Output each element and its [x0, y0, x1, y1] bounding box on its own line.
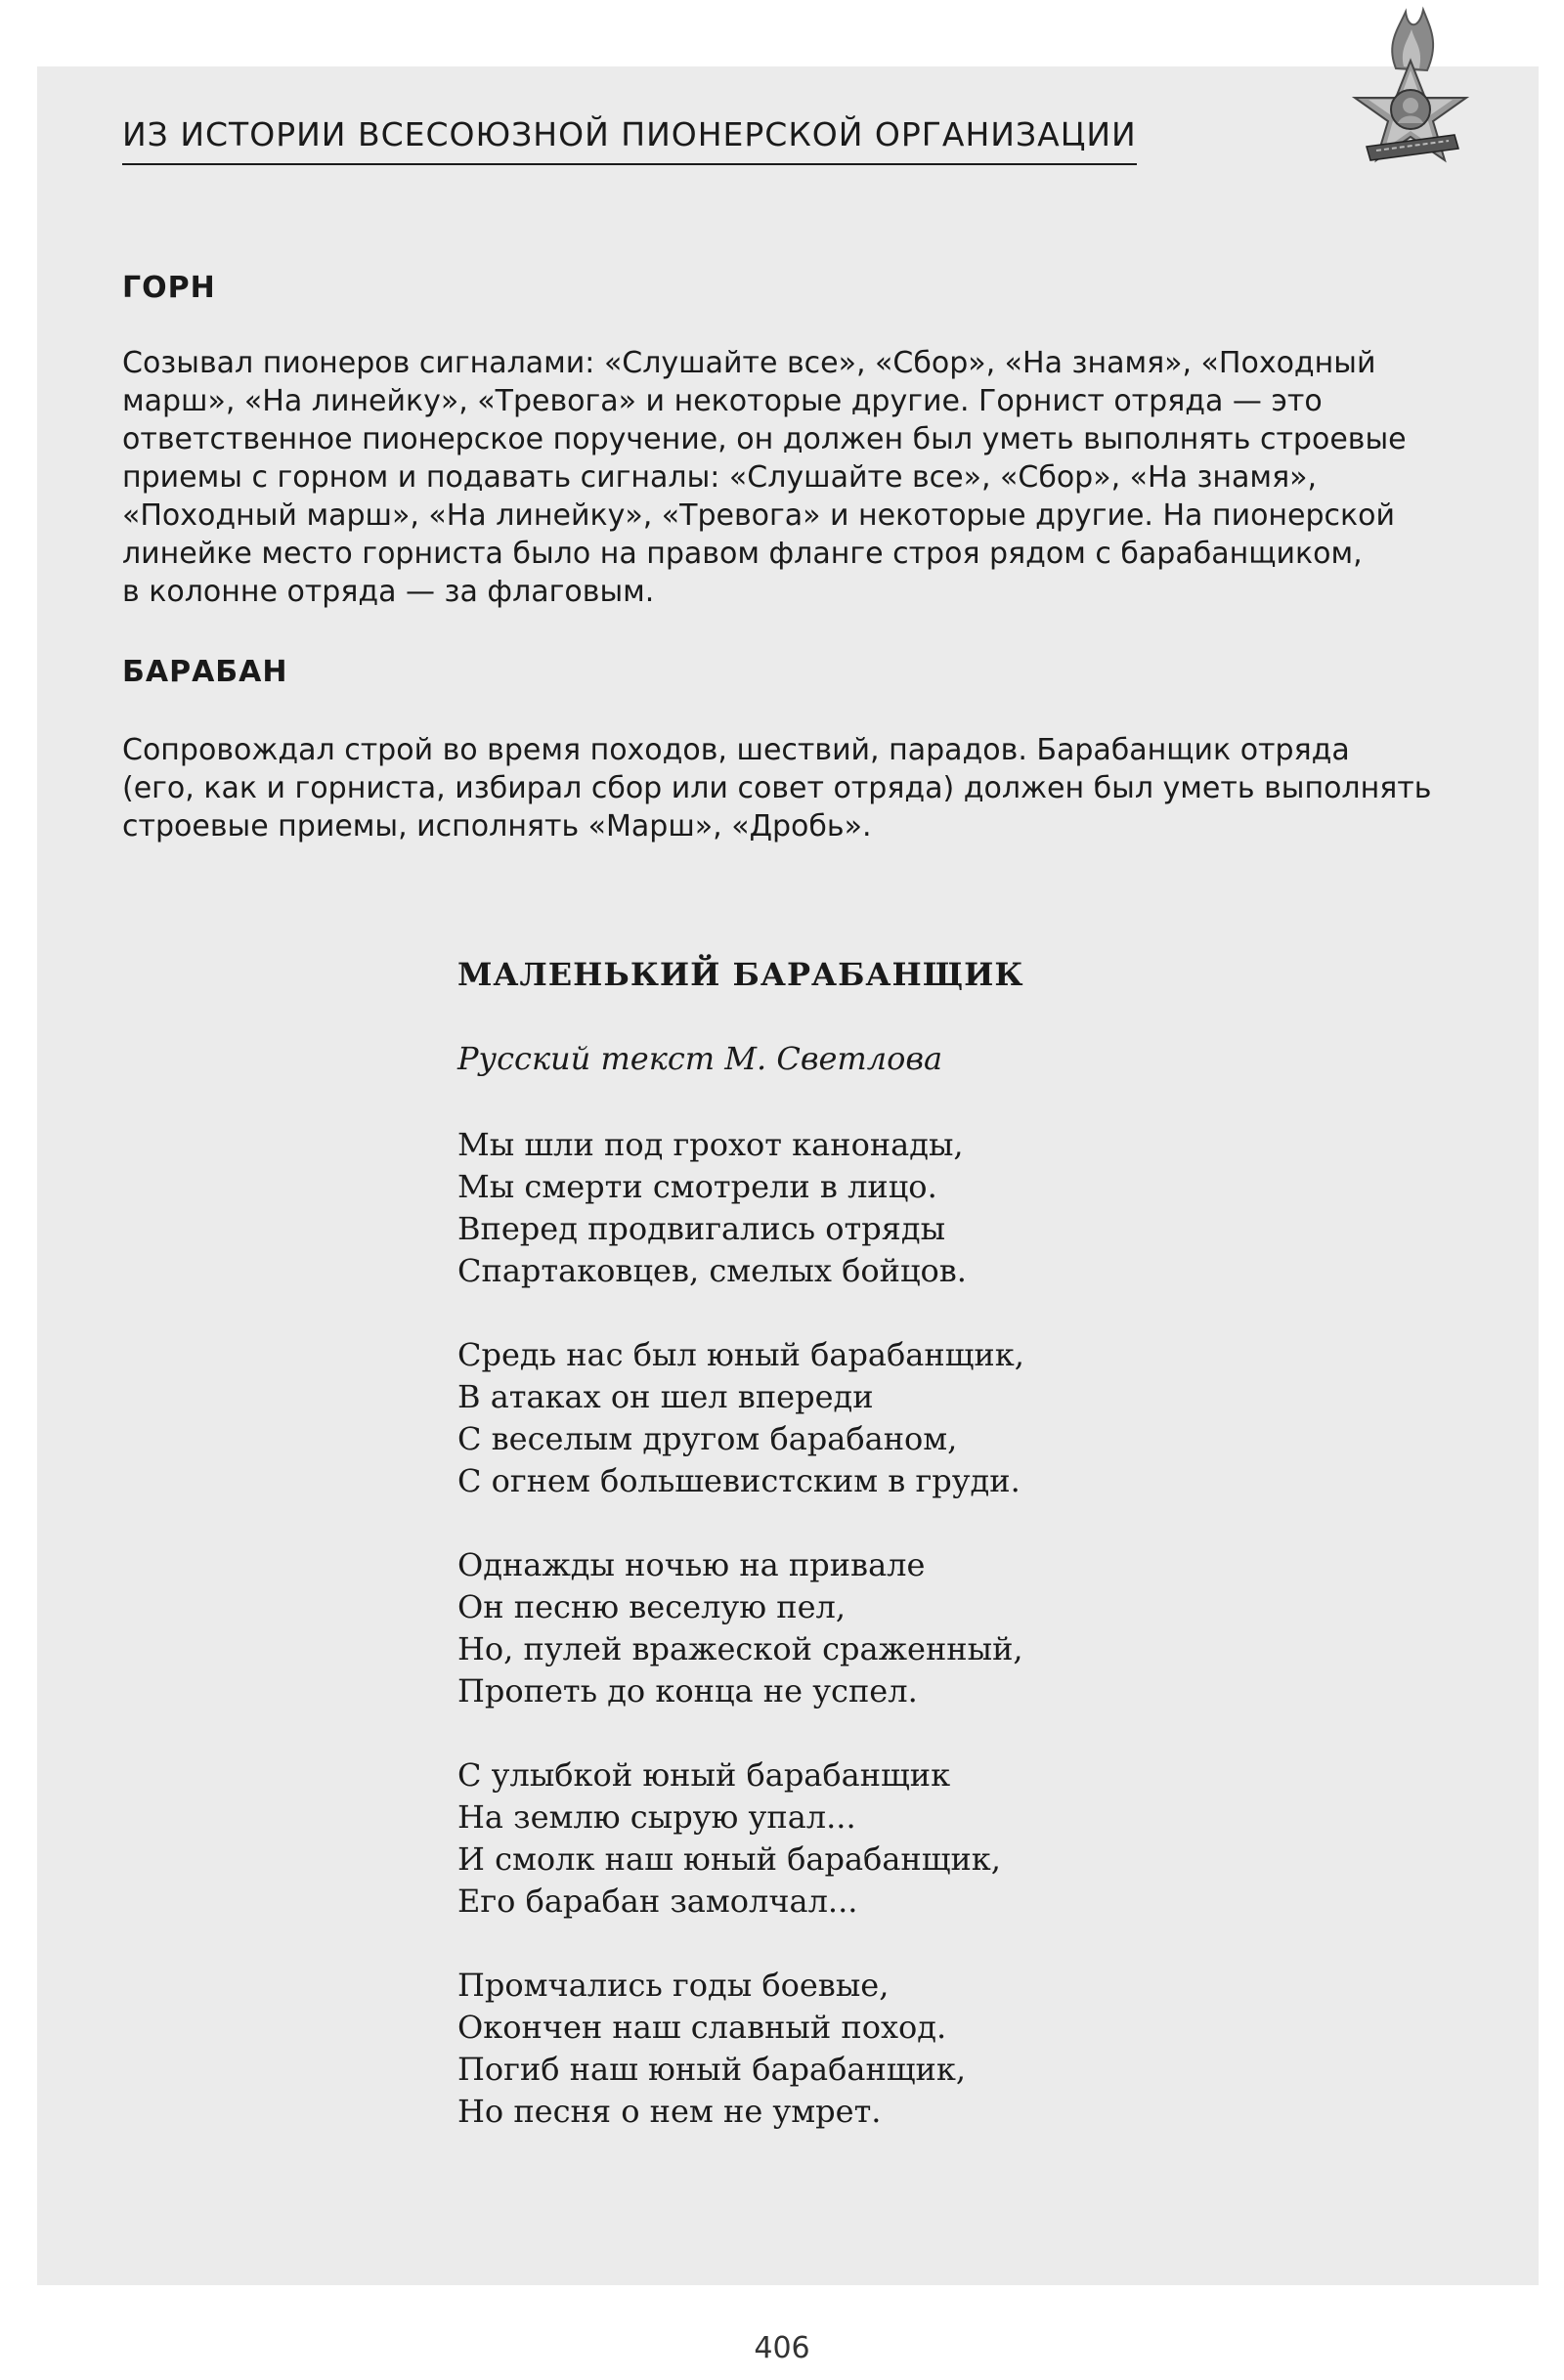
- stanza: [457, 1124, 1337, 1292]
- verse-line: Спартаковцев, смелых бойцов.: [457, 1252, 967, 1289]
- verse-line: Но, пулей вражеской сраженный,: [457, 1630, 1023, 1667]
- drum-heading: БАРАБАН: [122, 655, 288, 689]
- verse-line: Погиб наш юный барабанщик,: [457, 2051, 967, 2088]
- horn-heading: ГОРН: [122, 271, 216, 305]
- verse-line: Он песню веселую пел,: [457, 1588, 847, 1625]
- stanza: [457, 1544, 1337, 1712]
- verse-line: Вперед продвигались отряды: [457, 1210, 946, 1247]
- text-line: Созывал пионеров сигналами: «Слушайте все», «Сбор», «На знамя», «Походный: [122, 346, 1376, 380]
- text-line: марш», «На линейку», «Тревога» и некоторые другие. Горнист отряда — это: [122, 384, 1323, 418]
- verse-line: Мы смерти смотрели в лицо.: [457, 1168, 937, 1205]
- horn-description: [122, 344, 1510, 611]
- verse-line: С веселым другом барабаном,: [457, 1420, 958, 1457]
- text-line: (его, как и горниста, избирал сбор или совет отряда) должен был уметь выполнять: [122, 771, 1432, 805]
- verse-line: Мы шли под грохот канонады,: [457, 1126, 964, 1163]
- text-line: в колонне отряда — за флаговым.: [122, 575, 655, 609]
- page-number: 406: [754, 2331, 810, 2365]
- poem-title: МАЛЕНЬКИЙ БАРАБАНЩИК: [457, 956, 1024, 993]
- verse-line: Промчались годы боевые,: [457, 1967, 890, 2004]
- verse-line: И смолк наш юный барабанщик,: [457, 1840, 1001, 1878]
- drum-description: [122, 731, 1510, 845]
- poem-author: Русский текст М. Светлова: [457, 1040, 943, 1077]
- section-title: ИЗ ИСТОРИИ ВСЕСОЮЗНОЙ ПИОНЕРСКОЙ ОРГАНИЗАЦИИ: [122, 115, 1137, 165]
- verse-line: С улыбкой юный барабанщик: [457, 1756, 951, 1794]
- verse-line: Окончен наш славный поход.: [457, 2009, 947, 2046]
- verse-line: С огнем большевистским в груди.: [457, 1462, 1021, 1499]
- stanza: [457, 1965, 1337, 2133]
- verse-line: В атаках он шел впереди: [457, 1378, 874, 1415]
- text-line: приемы с горном и подавать сигналы: «Слушайте все», «Сбор», «На знамя»,: [122, 460, 1318, 495]
- verse-line: Но песня о нем не умрет.: [457, 2093, 882, 2130]
- poem: [457, 956, 1337, 2175]
- stanza: [457, 1754, 1337, 1923]
- text-line: «Походный марш», «На линейку», «Тревога» и некоторые другие. На пионерской: [122, 498, 1395, 533]
- verse-line: Однажды ночью на привале: [457, 1546, 926, 1583]
- verse-line: Пропеть до конца не успел.: [457, 1672, 918, 1709]
- stanza: [457, 1334, 1337, 1502]
- verse-line: Его барабан замолчал...: [457, 1882, 858, 1920]
- verse-line: Средь нас был юный барабанщик,: [457, 1336, 1024, 1373]
- pioneer-badge-icon: [1337, 0, 1484, 195]
- text-line: строевые приемы, исполнять «Марш», «Дробь».: [122, 809, 872, 844]
- text-line: линейке место горниста было на правом фланге строя рядом с барабанщиком,: [122, 537, 1363, 571]
- text-line: Сопровождал строй во время походов, шествий, парадов. Барабанщик отряда: [122, 733, 1350, 767]
- text-line: ответственное пионерское поручение, он должен был уметь выполнять строевые: [122, 422, 1407, 456]
- verse-line: На землю сырую упал...: [457, 1798, 856, 1836]
